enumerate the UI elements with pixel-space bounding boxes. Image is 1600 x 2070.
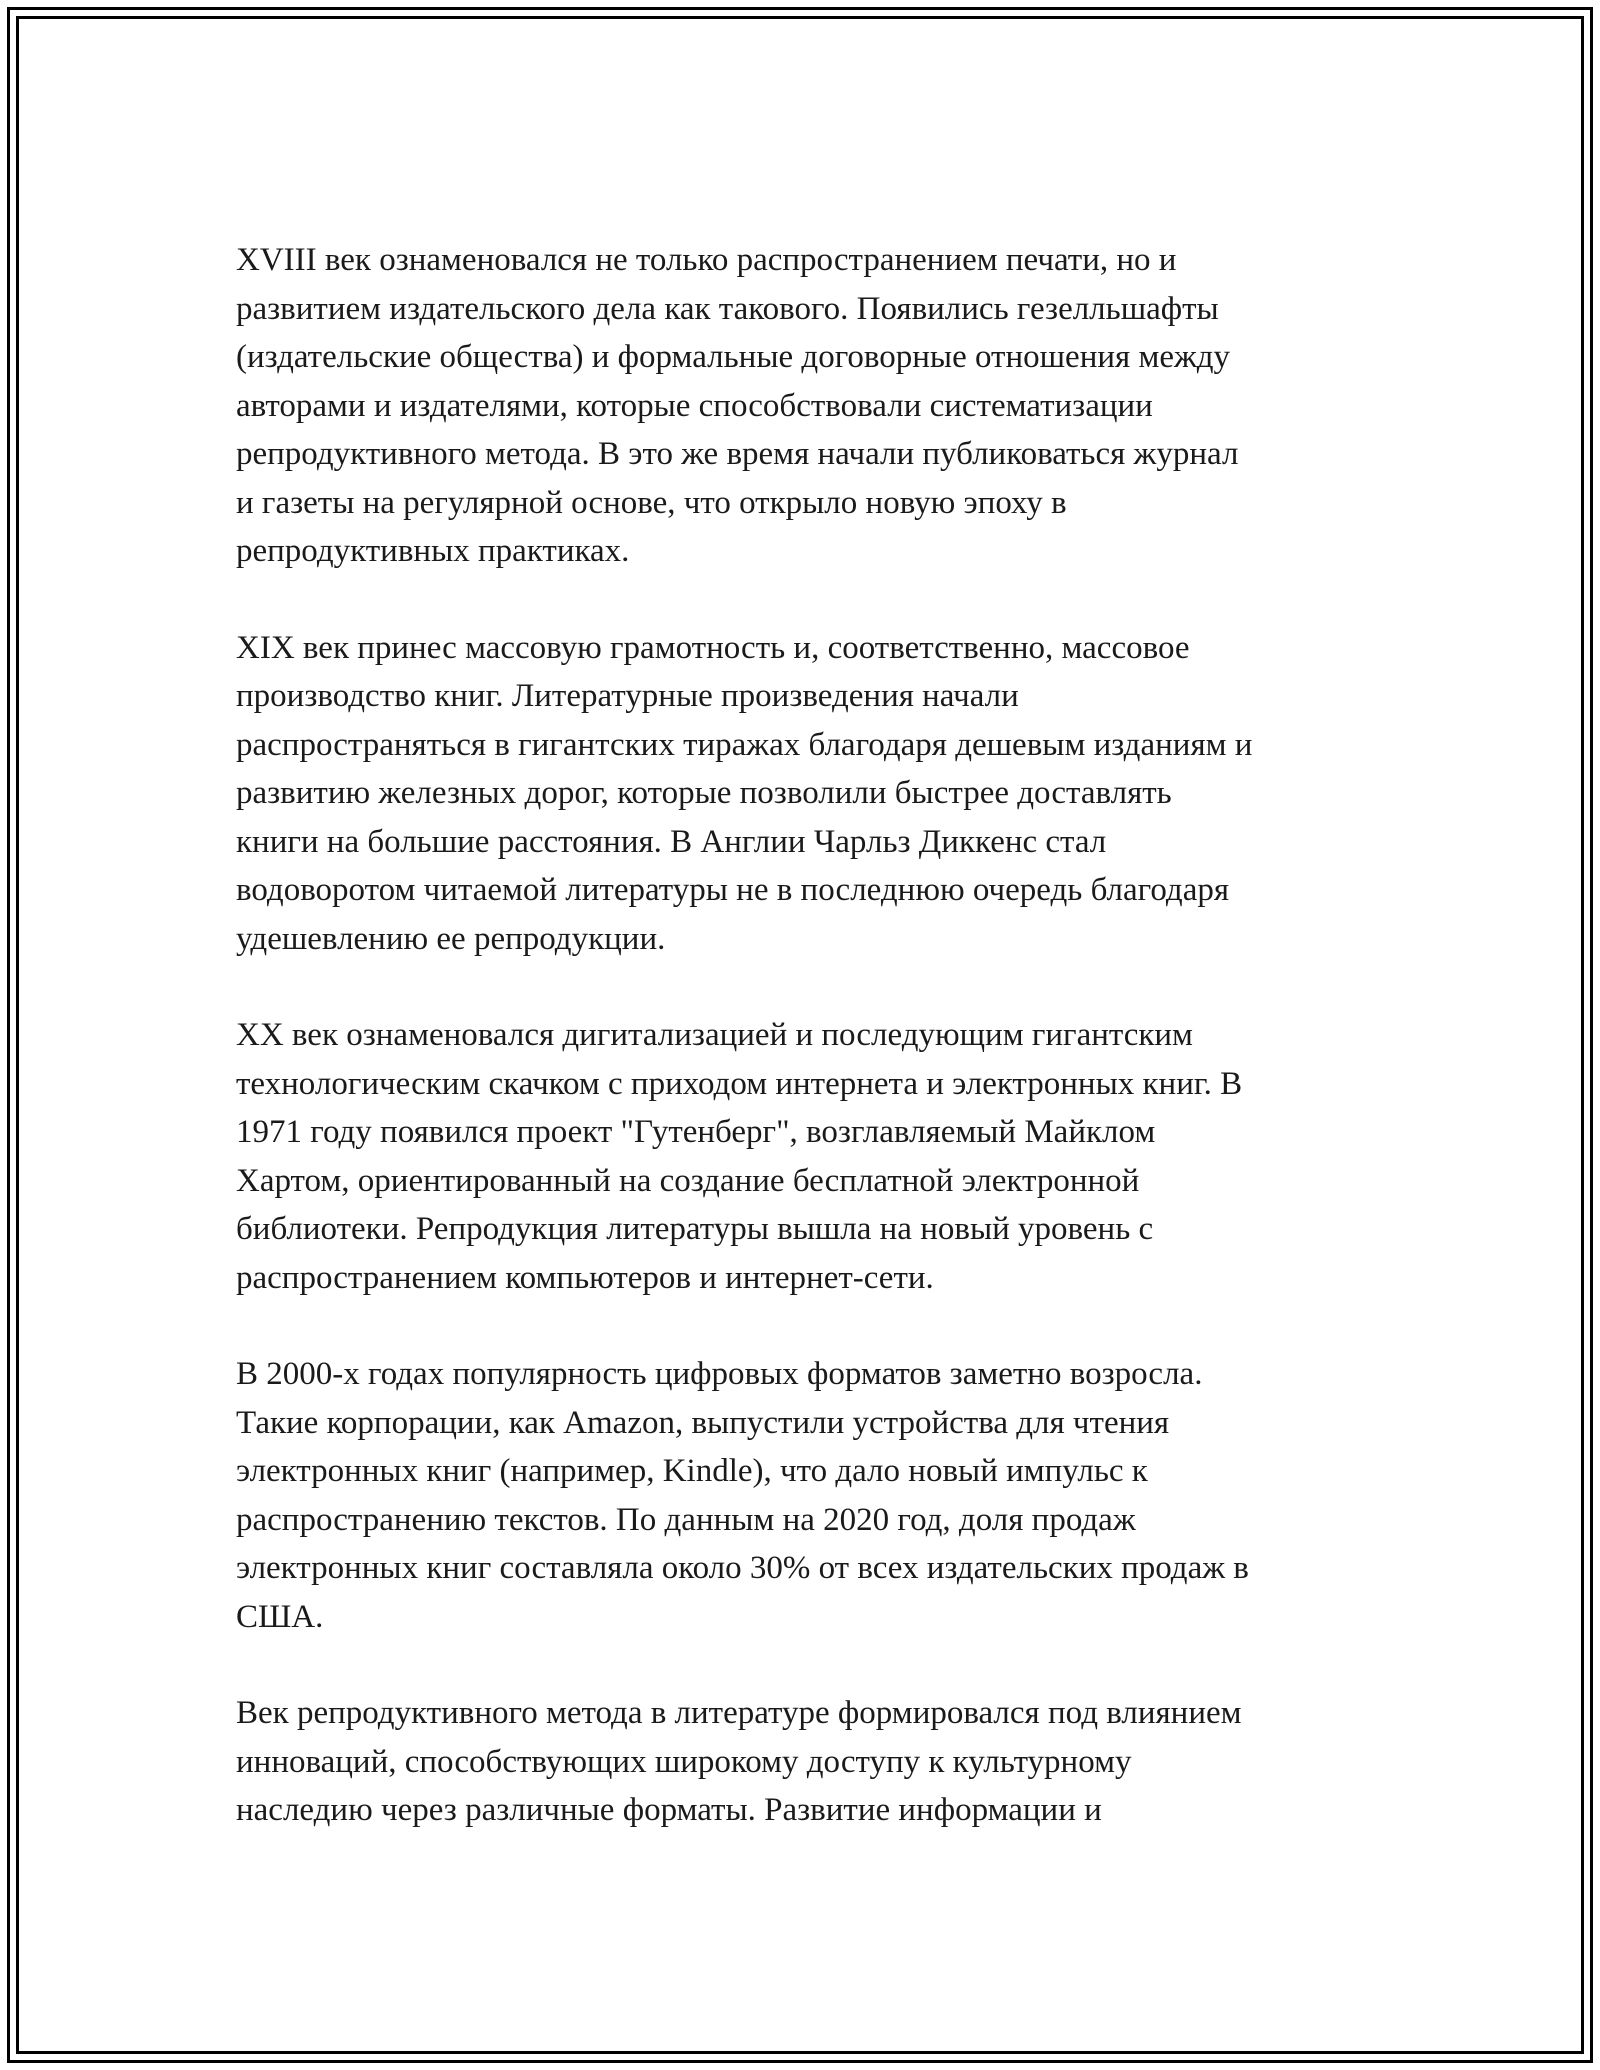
paragraph-2000s: В 2000-х годах популярность цифровых форматов заметно возросла. Такие корпорации, как Amazon, выпустили устройства для чтения электронных книг (например, Kindle), что дало новый импульс к распространению текстов. По данным на 2020 год, доля продаж электронных книг составляла около 30% от всех издательских продаж в США. <box>236 1356 1249 1635</box>
paragraph-conclusion: Век репродуктивного метода в литературе формировался под влиянием инноваций, способствующих широкому доступу к культурному наследию через различные форматы. Развитие информации и <box>236 1695 1242 1828</box>
paragraph-20th-century: XX век ознаменовался дигитализацией и последующим гигантским технологическим скачком с приходом интернета и электронных книг. В 1971 году появился проект "Гутенберг", возглавляемый Майклом Хартом, ориентированный на создание бесплатной электронной библиотеки. Репродукция литературы вышла на новый уровень с распространением компьютеров и интернет-сети. <box>236 1017 1243 1296</box>
paragraph-19th-century: XIX век принес массовую грамотность и, соответственно, массовое производство книг. Литературные произведения начали распространяться в гигантских тиражах благодаря дешевым изданиям и развитию железных дорог, которые позволили быстрее доставлять книги на большие расстояния. В Англии Чарльз Диккенс стал водоворотом читаемой литературы не в последнюю очередь благодаря удешевлению ее репродукции. <box>236 629 1253 957</box>
paragraph-18th-century: XVIII век ознаменовался не только распространением печати, но и развитием издательского дела как такового. Появились гезелльшафты (издательские общества) и формальные договорные отношения между авторами и издателями, которые способствовали систематизации репродуктивного метода. В это же время начали публиковаться журнал и газеты на регулярной основе, что открыло новую эпоху в репродуктивных практиках. <box>236 242 1239 569</box>
document-body <box>236 236 1376 1883</box>
